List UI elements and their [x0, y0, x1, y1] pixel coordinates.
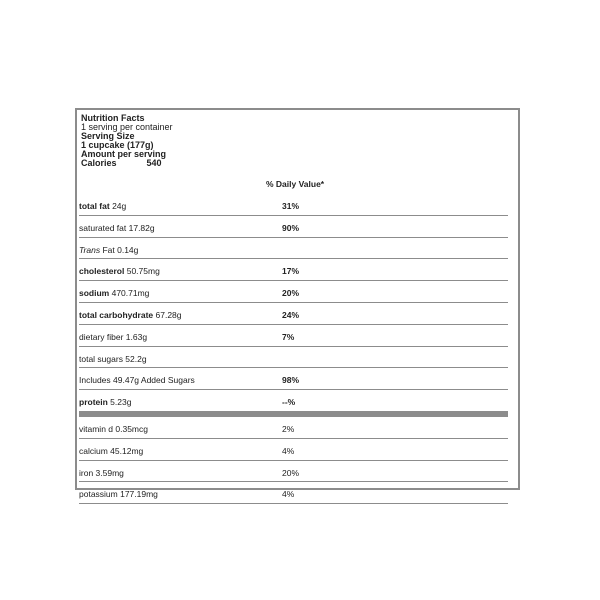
label-title: Nutrition Facts [81, 113, 145, 123]
nutrient-name: protein [79, 397, 108, 408]
nutrient-row-dietary-fiber [79, 325, 508, 347]
vitamin-row-potassium [79, 482, 508, 504]
nutrient-name: Trans [79, 244, 101, 255]
nutrient-amount: Fat 0.14g [100, 244, 139, 255]
nutrient-name: sodium [79, 288, 110, 299]
amount-per-serving: Amount per serving [81, 149, 167, 159]
nutrient-daily-value: --% [282, 397, 296, 408]
nutrient-amount: 50.75mg [124, 266, 160, 277]
nutrient-row-cholesterol [79, 259, 508, 281]
nutrition-facts-label [75, 108, 520, 500]
nutrient-amount: 5.23g [107, 397, 132, 408]
vitamin-name: vitamin d 0.35mcg [79, 423, 148, 434]
nutrient-name: total carbohydrate [79, 309, 154, 320]
vitamin-row-vitamin-d [79, 417, 508, 439]
nutrient-amount: 67.28g [153, 309, 182, 320]
nutrient-daily-value: 31% [282, 201, 300, 211]
vitamin-row-iron [79, 461, 508, 483]
nutrient-row-trans-fat [79, 238, 508, 260]
calories-label: Calories [81, 158, 117, 168]
vitamin-name: potassium 177.19mg [79, 489, 158, 500]
nutrient-name: Includes 49.47g Added Sugars [79, 375, 195, 386]
nutrient-table [79, 194, 508, 504]
nutrient-name: saturated fat 17.82g [79, 222, 155, 233]
serving-size-value: 1 cupcake (177g) [81, 140, 154, 150]
vitamin-daily-value: 4% [282, 445, 295, 456]
vitamin-name: calcium 45.12mg [79, 445, 144, 456]
vitamin-name: iron 3.59mg [79, 467, 124, 478]
nutrient-daily-value: 90% [282, 222, 300, 233]
calories-line [81, 159, 173, 168]
label-header [81, 114, 173, 168]
nutrient-name: total fat [79, 201, 110, 211]
nutrient-daily-value: 98% [282, 375, 300, 386]
nutrient-row-total-carbohydrate [79, 303, 508, 325]
vitamin-row-calcium [79, 439, 508, 461]
nutrient-row-protein [79, 390, 508, 417]
nutrient-daily-value: 20% [282, 288, 300, 299]
vitamin-daily-value: 4% [282, 489, 295, 500]
nutrient-row-saturated-fat [79, 216, 508, 238]
vitamin-daily-value: 20% [282, 467, 300, 478]
nutrient-row-total-sugars [79, 347, 508, 369]
vitamin-daily-value: 2% [282, 423, 295, 434]
nutrient-row-total-fat [79, 194, 508, 216]
nutrient-amount: 470.71mg [109, 288, 150, 299]
nutrient-row-added-sugars [79, 368, 508, 390]
nutrient-daily-value: 7% [282, 331, 295, 342]
nutrient-daily-value: 24% [282, 309, 300, 320]
calories-value: 540 [146, 158, 162, 168]
nutrient-amount: 24g [109, 201, 127, 211]
nutrient-row-sodium [79, 281, 508, 303]
serving-size-label: Serving Size [81, 131, 135, 141]
nutrient-name: total sugars 52.2g [79, 353, 147, 364]
nutrient-name: cholesterol [79, 266, 125, 277]
servings-per-container: 1 serving per container [81, 122, 173, 132]
nutrient-name: dietary fiber 1.63g [79, 331, 148, 342]
daily-value-heading: % Daily Value* [266, 179, 325, 189]
nutrient-daily-value: 17% [282, 266, 300, 277]
